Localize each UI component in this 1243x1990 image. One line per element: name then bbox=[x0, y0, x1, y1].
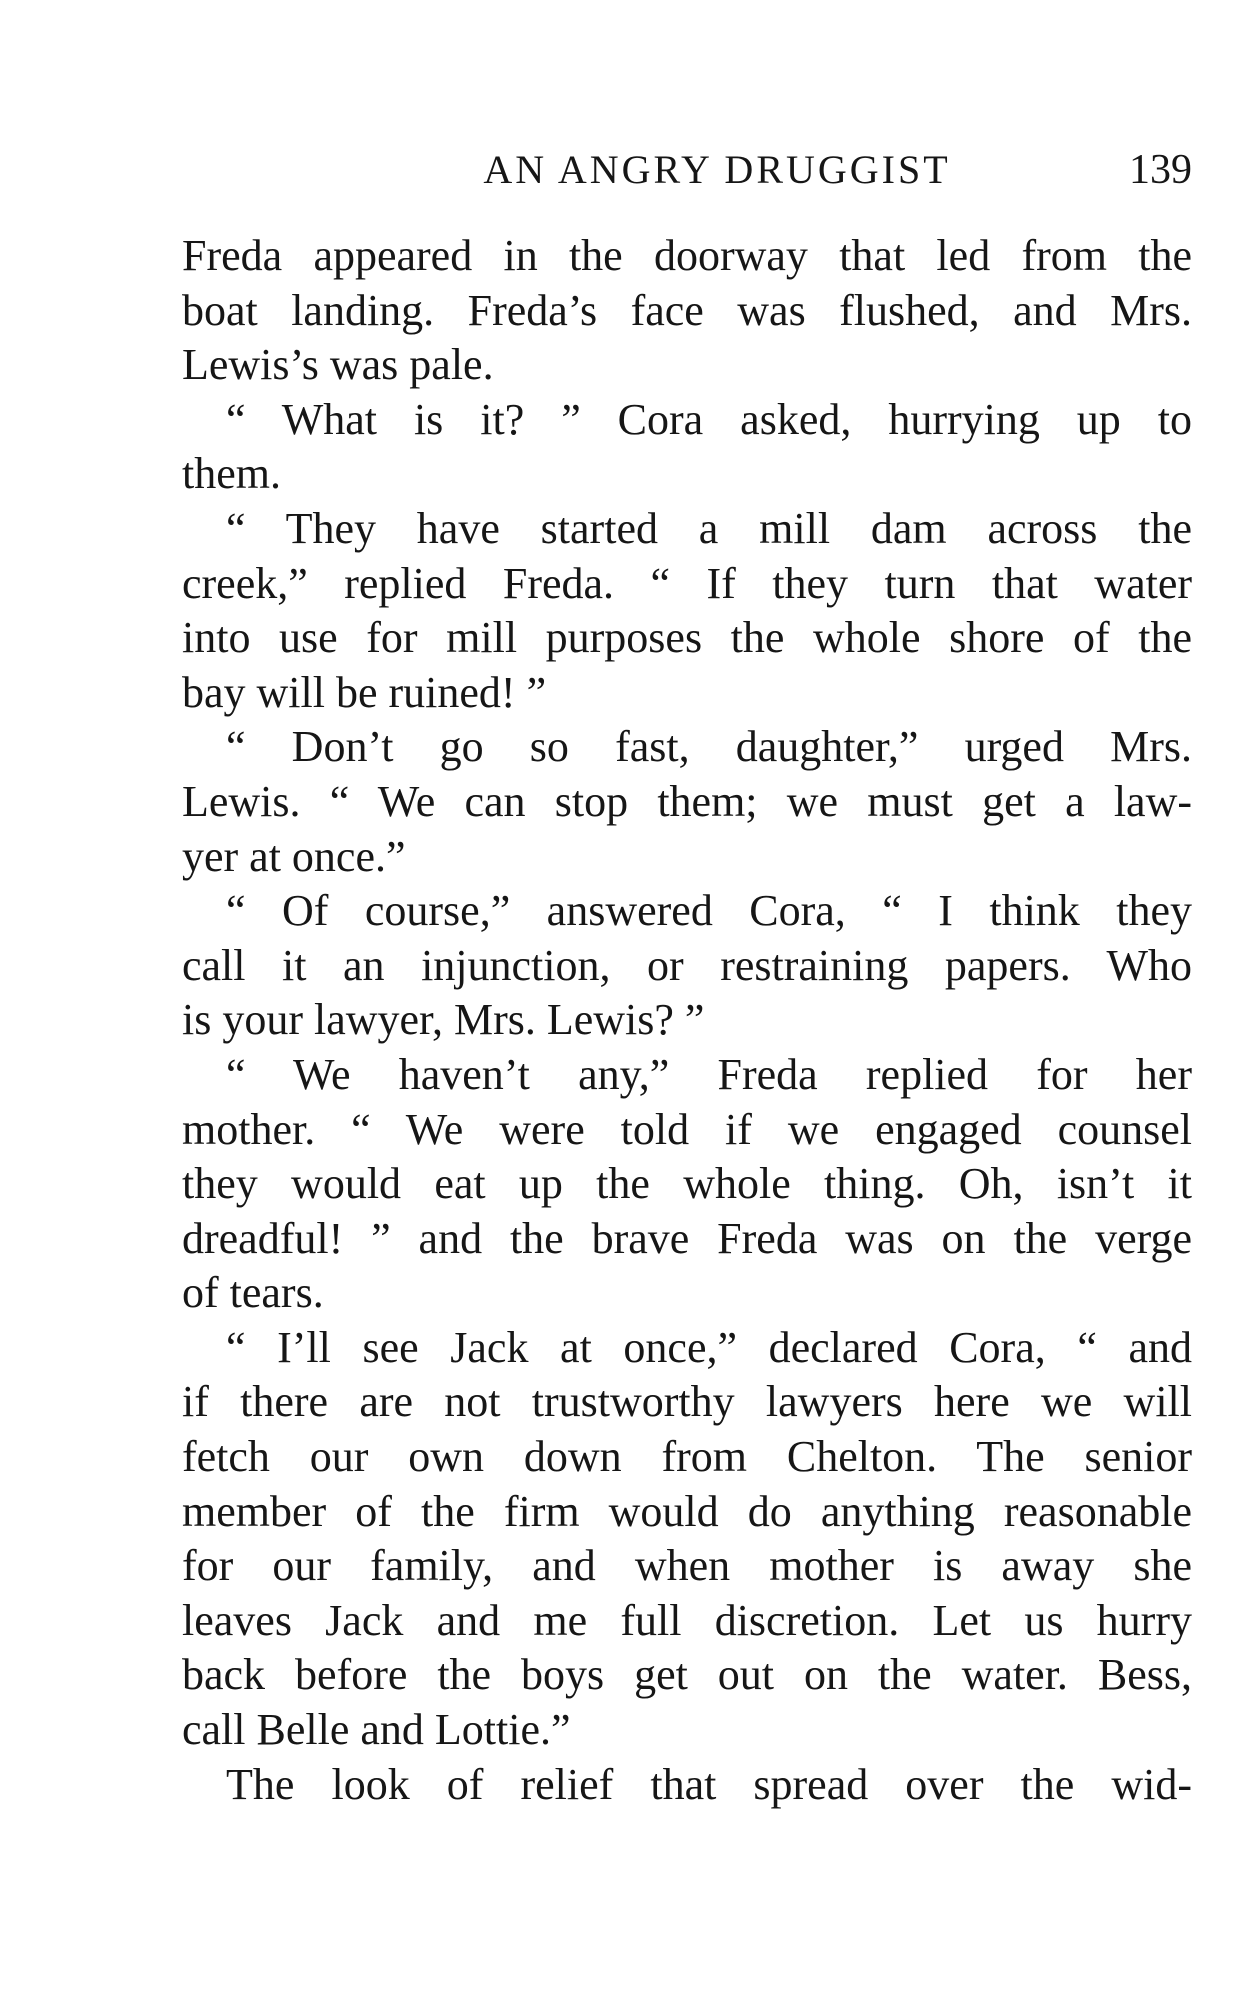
text-line: yer at once.” bbox=[182, 831, 406, 881]
running-head bbox=[182, 140, 1192, 200]
page-number: 139 bbox=[1129, 147, 1192, 193]
text-line: “ Of course,” answered Cora, “ I think they bbox=[226, 886, 1192, 936]
text-line: creek,” replied Freda. “ If they turn that water bbox=[182, 558, 1192, 608]
running-title: AN ANGRY DRUGGIST bbox=[483, 147, 951, 192]
text-line: if there are not trustworthy lawyers here we will bbox=[182, 1377, 1192, 1427]
text-line: call Belle and Lottie.” bbox=[182, 1705, 571, 1755]
text-line: “ Don’t go so fast, daughter,” urged Mrs. bbox=[226, 722, 1192, 772]
text-line: dreadful! ” and the brave Freda was on the verge bbox=[182, 1213, 1192, 1263]
text-line: “ I’ll see Jack at once,” declared Cora, “ and bbox=[226, 1322, 1192, 1372]
text-line: Lewis. “ We can stop them; we must get a law- bbox=[182, 776, 1192, 826]
text-line: back before the boys get out on the water. Bess, bbox=[182, 1650, 1192, 1700]
text-line: into use for mill purposes the whole shore of the bbox=[182, 613, 1192, 663]
text-line: member of the firm would do anything reasonable bbox=[182, 1486, 1192, 1536]
text-line: is your lawyer, Mrs. Lewis? ” bbox=[182, 995, 705, 1045]
body-text bbox=[182, 229, 1192, 1812]
text-line: Freda appeared in the doorway that led from the bbox=[182, 231, 1192, 280]
text-line: fetch our own down from Chelton. The senior bbox=[182, 1432, 1192, 1482]
text-line: for our family, and when mother is away she bbox=[182, 1541, 1192, 1591]
text-line: of tears. bbox=[182, 1268, 324, 1318]
text-line: boat landing. Freda’s face was flushed, and Mrs. bbox=[182, 285, 1192, 335]
text-line: mother. “ We were told if we engaged counsel bbox=[182, 1104, 1192, 1154]
text-line: Lewis’s was pale. bbox=[182, 340, 494, 390]
text-line: call it an injunction, or restraining papers. Who bbox=[182, 940, 1192, 990]
text-line: The look of relief that spread over the wid- bbox=[226, 1759, 1192, 1809]
text-line: “ We haven’t any,” Freda replied for her bbox=[226, 1049, 1192, 1099]
text-line: they would eat up the whole thing. Oh, isn’t it bbox=[182, 1159, 1192, 1209]
text-line: “ They have started a mill dam across the bbox=[226, 503, 1192, 553]
text-line: “ What is it? ” Cora asked, hurrying up to bbox=[226, 394, 1192, 444]
text-line: leaves Jack and me full discretion. Let us hurry bbox=[182, 1595, 1192, 1645]
text-line: bay will be ruined! ” bbox=[182, 667, 547, 717]
text-line: them. bbox=[182, 449, 281, 499]
